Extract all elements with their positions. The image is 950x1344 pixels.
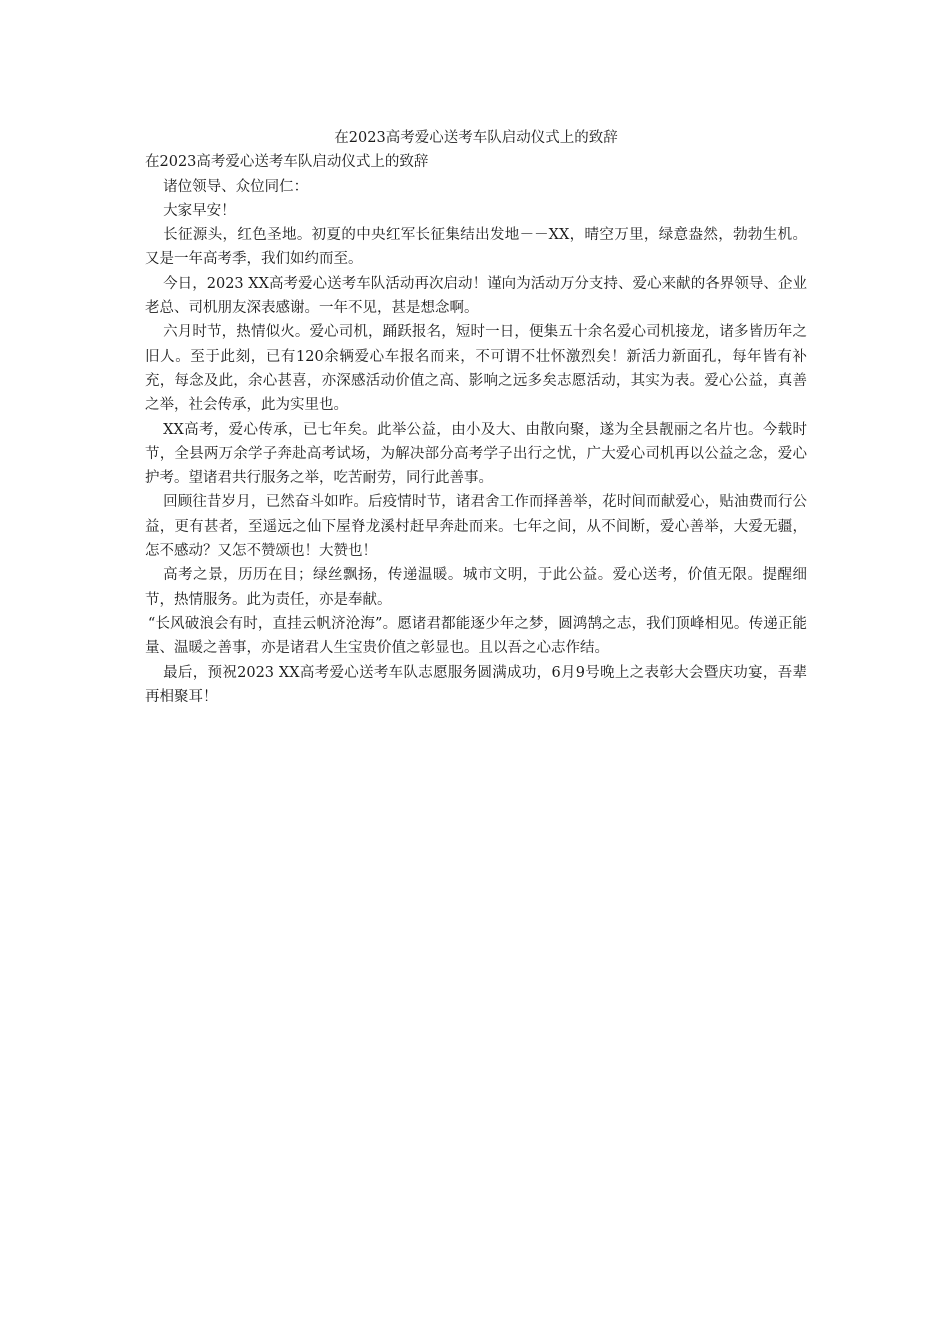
paragraph-6: 高考之景，历历在目；绿丝飘扬，传递温暖。城市文明，于此公益。爱心送考，价值无限。提醒细节，热情服务。此为责任，亦是奉献。 [145, 567, 807, 608]
salutation: 诸位领导、众位同仁： [163, 178, 309, 195]
paragraph-7: “长风破浪会有时，直挂云帆济沧海”。愿诸君都能逐少年之梦，圆鸿鹄之志，我们顶峰相见。传递正能量、温暖之善事，亦是诸君人生宝贵价值之彰显也。且以吾之心志作结。 [145, 615, 807, 657]
document-subtitle: 在2023高考爱心送考车队启动仪式上的致辞 [145, 154, 429, 171]
paragraph-1: 长征源头，红色圣地。初夏的中央红军长征集结出发地－－XX，晴空万里，绿意盎然，勃勃生机。又是一年高考季，我们如约而至。 [145, 227, 807, 268]
greeting: 大家早安！ [163, 202, 236, 219]
paragraph-4: XX高考，爱心传承，已七年矣。此举公益，由小及大、由散向聚，遂为全县靓丽之名片也。今载时节，全县两万余学子奔赴高考试场，为解决部分高考学子出行之忧，广大爱心司机再以公益之念，爱心护考。望诸君共行服务之举，吃苦耐劳，同行此善事。 [145, 421, 807, 487]
closing-paragraph: 最后，预祝2023 XX高考爱心送考车队志愿服务圆满成功，6月9号晚上之表彰大会暨庆功宴，吾辈再相聚耳！ [145, 664, 807, 705]
paragraph-2: 今日，2023 XX高考爱心送考车队活动再次启动！谨向为活动万分支持、爱心来献的各界领导、企业老总、司机朋友深表感谢。一年不见，甚是想念啊。 [145, 275, 807, 317]
paragraph-3: 六月时节，热情似火。爱心司机，踊跃报名，短时一日，便集五十余名爱心司机接龙，诸多皆历年之旧人。至于此刻，已有120余辆爱心车报名而来，不可谓不壮怀激烈矣！新活力新面孔，每年皆有补充，每念及此，余心甚喜，亦深感活动价值之高、影响之远多矣志愿活动，其实为表。爱心公益，真善之举，社会传承，此为实里也。 [145, 324, 807, 414]
paragraph-5: 回顾往昔岁月，已然奋斗如昨。后疫情时节，诸君舍工作而择善举，花时间而献爱心，贴油费而行公益，更有甚者，至遥远之仙下屋脊龙溪村赶早奔赴而来。七年之间，从不间断，爱心善举，大爱无疆，怎不感动？又怎不赞颂也！大赞也！ [145, 494, 807, 560]
document-title: 在2023高考爱心送考车队启动仪式上的致辞 [334, 130, 618, 146]
document-body [145, 126, 807, 709]
